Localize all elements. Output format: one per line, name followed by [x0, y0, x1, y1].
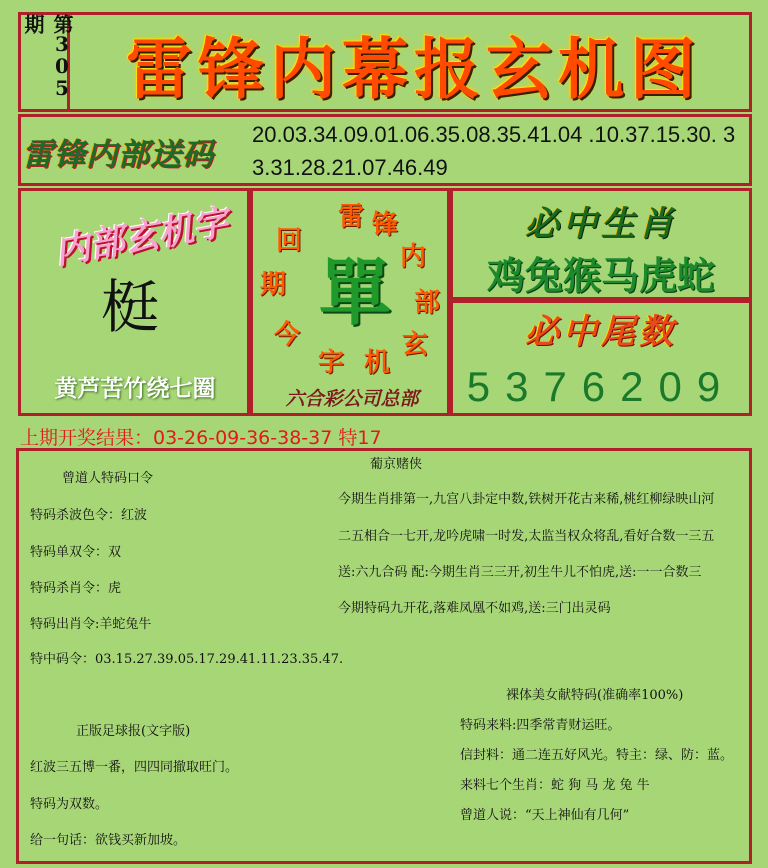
beauty-line: 特码来料:四季常青财运旺。 [460, 718, 621, 733]
left-line: 特码杀肖令：虎 [30, 581, 122, 596]
ring-char: 锋 [371, 209, 398, 240]
football-line: 红波三五博一番，四四同撤取旺门。 [30, 760, 239, 775]
ring-char: 字 [317, 347, 344, 378]
ring-char: 内 [399, 241, 426, 272]
inner-riddle: 黄芦苦竹绕七圈 [54, 374, 216, 402]
football-line: 特码为双数。 [30, 797, 109, 812]
ring-char: 雷 [337, 201, 364, 232]
left-title: 曾道人特码口令 [62, 471, 154, 486]
zodiac-heading: 必中生肖 [525, 203, 677, 244]
left-line: 特码杀波色令：红波 [30, 508, 148, 523]
tail-heading: 必中尾数 [525, 311, 677, 352]
right-line: 今期特码九开花,落难凤凰不如鸡,送:三门出灵码 [338, 601, 611, 616]
right-line: 送:六九合码 配:今期生肖三三开,初生牛儿不怕虎,送:一一合数三 [338, 565, 702, 580]
center-char: 單 [318, 250, 391, 335]
code-numbers: 20.03.34.09.01.06.35.08.35.41.04 .10.37.15.30. 33.31.28.21.07.46.49 [252, 122, 736, 180]
beauty-line: 曾道人说：“天上神仙有几何” [460, 808, 630, 823]
company-name: 六合彩公司总部 [285, 387, 419, 410]
ring-char: 回 [275, 225, 302, 256]
tail-numbers: 5376209 [466, 363, 736, 410]
zodiac-list: 鸡兔猴马虎蛇 [486, 252, 715, 298]
right-title: 葡京赌侠 [370, 457, 423, 472]
issue-number: 第305期 [21, 14, 74, 98]
ring-char: 今 [273, 319, 300, 350]
left-line: 特码单双令：双 [30, 545, 122, 560]
beauty-title: 裸体美女献特码(准确率100%) [506, 688, 684, 703]
code-label: 雷锋内部送码 [22, 136, 214, 173]
ring-char: 部 [413, 287, 440, 318]
football-title: 正版足球报(文字版) [76, 724, 191, 739]
ring-char: 机 [363, 347, 390, 378]
beauty-line: 来料七个生肖：蛇 狗 马 龙 兔 牛 [460, 778, 650, 793]
left-line: 特中码令：03.15.27.39.05.17.29.41.11.23.35.47. [30, 652, 344, 667]
right-line: 二五相合一七开,龙吟虎啸一时发,太监当权众将乱,看好合数一三五 [338, 529, 715, 544]
right-line: 今期生肖排第一,九宫八卦定中数,铁树开花古来稀,桃红柳绿映山河 [338, 492, 715, 507]
inner-title: 内部玄机字 [51, 202, 232, 273]
left-line: 特码出肖令:羊蛇兔牛 [30, 617, 152, 632]
page-title: 雷锋内幕报玄机图 [126, 29, 702, 108]
ring-char: 玄 [401, 329, 428, 360]
beauty-line: 信封料：通二连五好风光。特主：绿、防：蓝。 [460, 748, 734, 763]
ring-char: 期 [259, 269, 286, 300]
inner-char: 梃 [100, 273, 159, 341]
football-line: 给一句话：欲钱买新加坡。 [30, 833, 187, 848]
last-result: 上期开奖结果：03-26-09-36-38-37 特17 [20, 426, 382, 449]
